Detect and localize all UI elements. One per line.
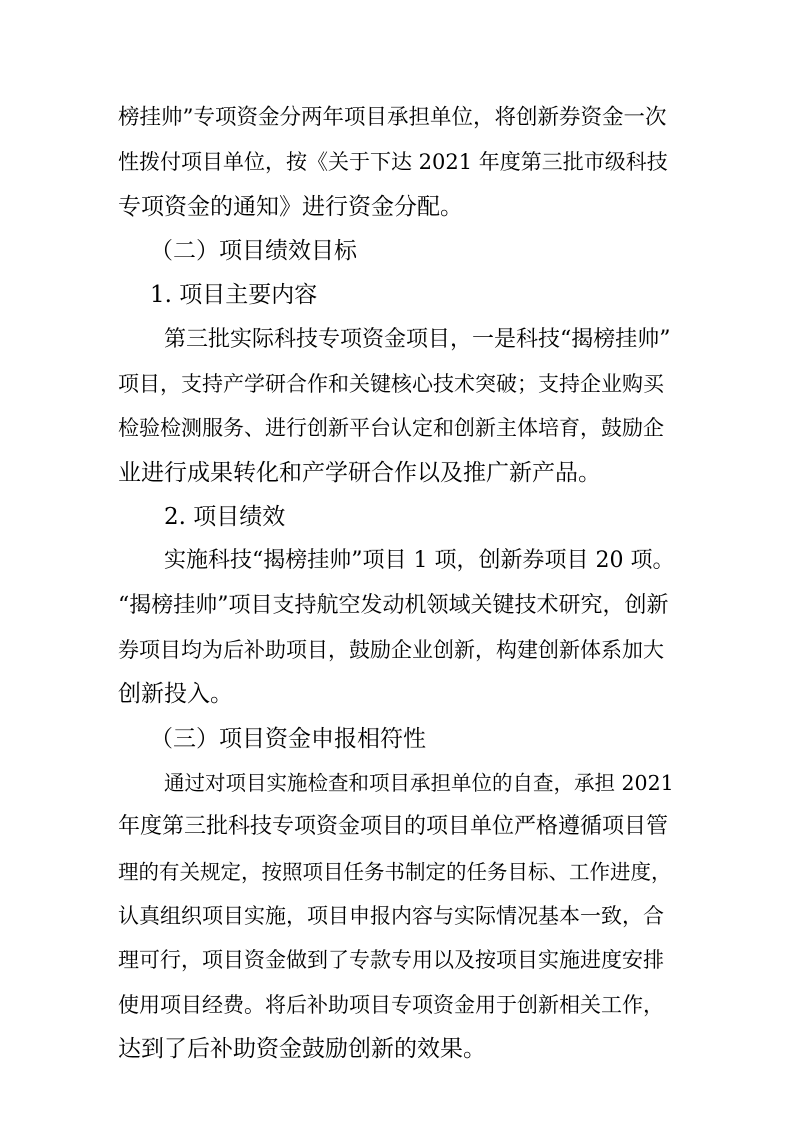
body-line-16: 通过对项目实施检查和项目承担单位的自查，承担 2021 <box>164 771 674 795</box>
body-line-7: 项目，支持产学研合作和关键核心技术突破；支持企业购买 <box>118 372 664 396</box>
body-line-8: 检验检测服务、进行创新平台认定和创新主体培育，鼓励企 <box>118 416 664 440</box>
body-line-11: 实施科技“揭榜挂帅”项目 1 项，创新券项目 20 项。 <box>164 548 675 573</box>
body-line-6: 第三批实际科技专项资金项目，一是科技“揭榜挂帅” <box>164 327 671 352</box>
body-line-18: 理的有关规定，按照项目任务书制定的任务目标、工作进度， <box>118 860 672 884</box>
section-heading-3: （三）项目资金申报相符性 <box>150 726 426 752</box>
body-line-14: 创新投入。 <box>118 681 233 707</box>
body-line-1: 榜挂帅”专项资金分两年项目承担单位，将创新券资金一次 <box>118 105 667 130</box>
subheading-project-performance: 2. 项目绩效 <box>164 504 286 530</box>
body-line-2: 性拨付项目单位，按《关于下达 2021 年度第三批市级科技 <box>118 150 668 174</box>
body-line-13: 券项目均为后补助项目，鼓励企业创新，构建创新体系加大 <box>118 638 664 662</box>
body-line-20: 理可行，项目资金做到了专款专用以及按项目实施进度安排 <box>118 948 664 972</box>
section-heading-2: （二）项目绩效目标 <box>150 238 357 264</box>
body-line-17: 年度第三批科技专项资金项目的项目单位严格遵循项目管 <box>118 814 669 839</box>
subheading-project-content: 1. 项目主要内容 <box>150 282 318 308</box>
body-line-19: 认真组织项目实施，项目申报内容与实际情况基本一致，合 <box>118 904 664 928</box>
body-line-21: 使用项目经费。将后补助项目专项资金用于创新相关工作， <box>118 993 664 1017</box>
body-line-3: 专项资金的通知》进行资金分配。 <box>118 194 463 220</box>
body-line-9: 业进行成果转化和产学研合作以及推广新产品。 <box>118 460 601 486</box>
body-line-22: 达到了后补助资金鼓励创新的效果。 <box>118 1036 486 1062</box>
body-line-12: “揭榜挂帅”项目支持航空发动机领域关键技术研究，创新 <box>118 593 669 618</box>
